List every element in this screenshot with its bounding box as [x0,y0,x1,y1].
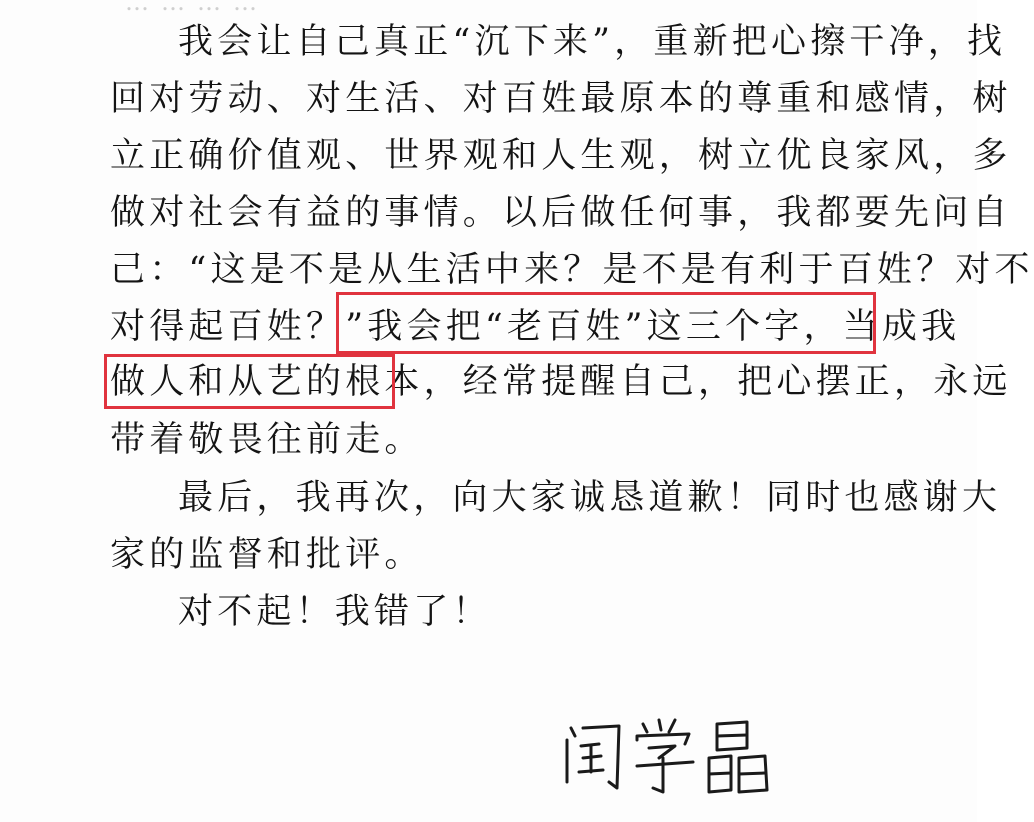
text-line: 立正确价值观、世界观和人生观，树立优良家风，多 [110,136,1012,176]
text-line: 带着敬畏往前走。 [110,420,424,460]
text-line: 己：“这是不是从生活中来？是不是有利于百姓？对不 [110,250,1034,290]
text-line: 我会让自己真正“沉下来”，重新把心擦干净，找 [178,22,1007,62]
handwritten-signature [555,710,780,805]
text-line: 做人和从艺的根本，经常提醒自己，把心摆正，永远 [110,362,1012,402]
text-line: 家的监督和批评。 [110,535,424,575]
text-line: 对得起百姓？”我会把“老百姓”这三个字，当成我 [110,307,961,347]
text-line: 最后，我再次，向大家诚恳道歉！同时也感谢大 [178,478,1002,518]
text-line: 对不起！我错了！ [178,592,492,632]
cropped-previous-line: ………… [125,0,269,16]
text-line: 做对社会有益的事情。以后做任何事，我都要先问自 [110,193,1012,233]
text-line: 回对劳动、对生活、对百姓最原本的尊重和感情，树 [110,79,1012,119]
